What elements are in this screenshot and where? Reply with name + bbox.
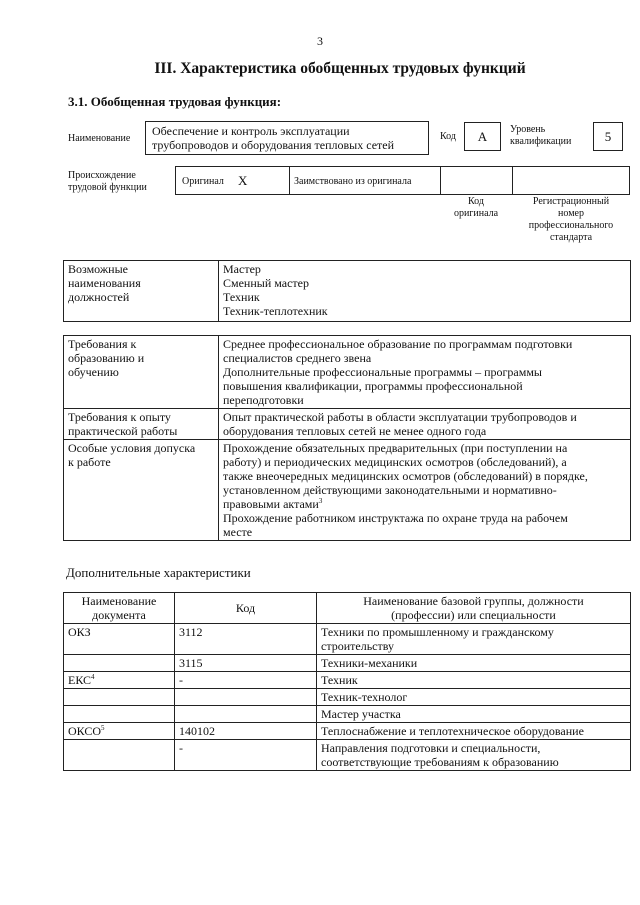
code-cell <box>175 689 317 706</box>
code-cell <box>175 706 317 723</box>
requirement-value-line: работу) и периодических медицинских осмотров (обследований), а <box>223 455 567 469</box>
header-name-line1: Наименование базовой группы, должности <box>363 594 584 608</box>
positions-label-line2: наименования <box>68 276 141 290</box>
origin-table <box>175 166 630 195</box>
code-value: 140102 <box>179 724 215 738</box>
function-heading: 3.1. Обобщенная трудовая функция: <box>68 94 282 109</box>
header-name-cell <box>317 593 631 624</box>
requirement-value-line: также внеочередных медицинских осмотров (обследований) в порядке, <box>223 469 588 483</box>
level-label-line1: Уровень <box>510 124 546 135</box>
code-caption-line2: оригинала <box>453 208 499 219</box>
table-row <box>64 706 631 723</box>
name-cell <box>317 655 631 672</box>
requirement-value-line <box>223 497 626 511</box>
requirement-label-line: обучению <box>68 365 119 379</box>
requirement-label-line: Требования к <box>68 337 137 351</box>
table-row <box>64 689 631 706</box>
position-item: Мастер <box>223 262 261 276</box>
table-row <box>64 723 631 740</box>
function-name-box <box>145 121 429 155</box>
position-item: Техник-теплотехник <box>223 304 328 318</box>
origin-label-line2: трудовой функции <box>68 182 147 193</box>
doc-name: ОКСО <box>68 724 102 738</box>
footnote-marker: 5 <box>101 724 105 732</box>
requirement-value-line: Дополнительные профессиональные программы – программы <box>223 365 542 379</box>
code-value: - <box>179 741 183 755</box>
additional-table <box>63 592 631 771</box>
name-line: Техник <box>321 673 358 687</box>
doc-cell <box>64 655 175 672</box>
positions-label-line1: Возможные <box>68 262 128 276</box>
requirement-label-cell <box>64 440 219 541</box>
requirement-value-line: месте <box>223 525 253 539</box>
requirement-value-cell <box>219 440 631 541</box>
requirement-value-line: Опыт практической работы в области эксплуатации трубопроводов и <box>223 410 577 424</box>
doc-cell <box>64 624 175 655</box>
original-mark: X <box>238 173 248 188</box>
name-cell <box>317 624 631 655</box>
code-box <box>464 122 501 151</box>
function-name-line2: трубопроводов и оборудования тепловых сетей <box>152 138 395 152</box>
name-line: Направления подготовки и специальности, <box>321 741 541 755</box>
code-label: Код <box>440 131 456 142</box>
reg-caption-line2: номер <box>558 208 584 219</box>
requirement-label-line: Требования к опыту <box>68 410 171 424</box>
requirement-label-line: к работе <box>68 455 111 469</box>
name-cell <box>317 723 631 740</box>
requirements-row-education <box>64 336 631 409</box>
code-cell <box>175 723 317 740</box>
doc-cell <box>64 740 175 771</box>
function-name-line1: Обеспечение и контроль эксплуатации <box>152 124 350 138</box>
positions-label-line3: должностей <box>68 290 130 304</box>
code-value: - <box>179 673 183 687</box>
name-line: соответствующие требованиям к образованию <box>321 755 559 769</box>
table-row <box>64 624 631 655</box>
origin-label-line1: Происхождение <box>68 170 136 181</box>
code-cell <box>175 672 317 689</box>
position-item: Техник <box>223 290 260 304</box>
original-label: Оригинал <box>182 176 224 187</box>
code-value: 3112 <box>179 625 203 639</box>
name-cell <box>317 706 631 723</box>
requirement-value-line: повышения квалификации, программы профессиональной <box>223 379 523 393</box>
reg-caption-line3: профессионального <box>528 220 614 231</box>
header-code: Код <box>235 601 256 615</box>
requirement-value-line: оборудования тепловых сетей не менее одного года <box>223 424 487 438</box>
level-value: 5 <box>604 129 612 144</box>
requirement-label-cell <box>64 409 219 440</box>
table-row <box>64 672 631 689</box>
requirements-row-conditions <box>64 440 631 541</box>
name-line: Техники-механики <box>321 656 418 670</box>
requirement-label-line: практической работы <box>68 424 178 438</box>
name-line: Теплоснабжение и теплотехническое оборудование <box>321 724 584 738</box>
doc-cell <box>64 723 175 740</box>
header-doc-line2: документа <box>92 608 146 622</box>
doc-cell <box>64 706 175 723</box>
page-number: 3 <box>317 34 323 48</box>
code-cell <box>175 740 317 771</box>
requirement-value-text: правовыми актами <box>223 497 319 511</box>
requirement-value-cell <box>219 409 631 440</box>
requirements-table <box>63 335 631 541</box>
requirement-value-line: Прохождение работником инструктажа по охране труда на рабочем <box>223 511 568 525</box>
doc-name: ОКЗ <box>68 625 91 639</box>
footnote-marker: 3 <box>318 497 323 505</box>
name-line: строительству <box>321 639 394 653</box>
requirement-value-line: Среднее профессиональное образование по программам подготовки <box>223 337 573 351</box>
table-row <box>64 655 631 672</box>
doc-name: ЕКС <box>68 673 92 687</box>
name-line: Техники по промышленному и гражданскому <box>321 625 554 639</box>
additional-title: Дополнительные характеристики <box>66 565 251 580</box>
footnote-marker: 4 <box>91 673 95 681</box>
table-row <box>64 740 631 771</box>
requirement-value-line: переподготовки <box>223 393 304 407</box>
reg-caption-line1: Регистрационный <box>532 196 610 207</box>
code-value: A <box>477 129 488 144</box>
doc-cell <box>64 672 175 689</box>
name-cell <box>317 740 631 771</box>
requirement-value-line: установленном действующими законодательными и нормативно- <box>223 483 557 497</box>
positions-table <box>63 260 631 322</box>
requirements-row-experience <box>64 409 631 440</box>
additional-header-row <box>64 593 631 624</box>
requirement-value-line: Прохождение обязательных предварительных (при поступлении на <box>223 441 568 455</box>
code-value: 3115 <box>179 656 203 670</box>
header-name-line2: (профессии) или специальности <box>391 608 556 622</box>
requirement-label-line: Особые условия допуска <box>68 441 196 455</box>
level-label-line2: квалификации <box>510 136 572 147</box>
header-doc-cell <box>64 593 175 624</box>
name-line: Мастер участка <box>321 707 401 721</box>
requirement-value-cell <box>219 336 631 409</box>
section-title: III. Характеристика обобщенных трудовых функций <box>154 60 526 77</box>
borrowed-label: Заимствовано из оригинала <box>294 176 412 187</box>
code-cell <box>175 655 317 672</box>
position-item: Сменный мастер <box>223 276 309 290</box>
name-label: Наименование <box>68 133 131 144</box>
positions-label-cell <box>64 261 219 322</box>
name-cell <box>317 672 631 689</box>
header-doc-line1: Наименование <box>81 594 157 608</box>
positions-list-cell <box>219 261 631 322</box>
level-box <box>593 122 623 151</box>
header-code-cell <box>175 593 317 624</box>
requirement-value-line: специалистов среднего звена <box>223 351 372 365</box>
reg-caption-line4: стандарта <box>549 232 593 243</box>
name-line: Техник-технолог <box>321 690 408 704</box>
code-caption-line1: Код <box>468 196 484 207</box>
name-cell <box>317 689 631 706</box>
requirement-label-line: образованию и <box>68 351 145 365</box>
code-cell <box>175 624 317 655</box>
requirement-label-cell <box>64 336 219 409</box>
doc-cell <box>64 689 175 706</box>
